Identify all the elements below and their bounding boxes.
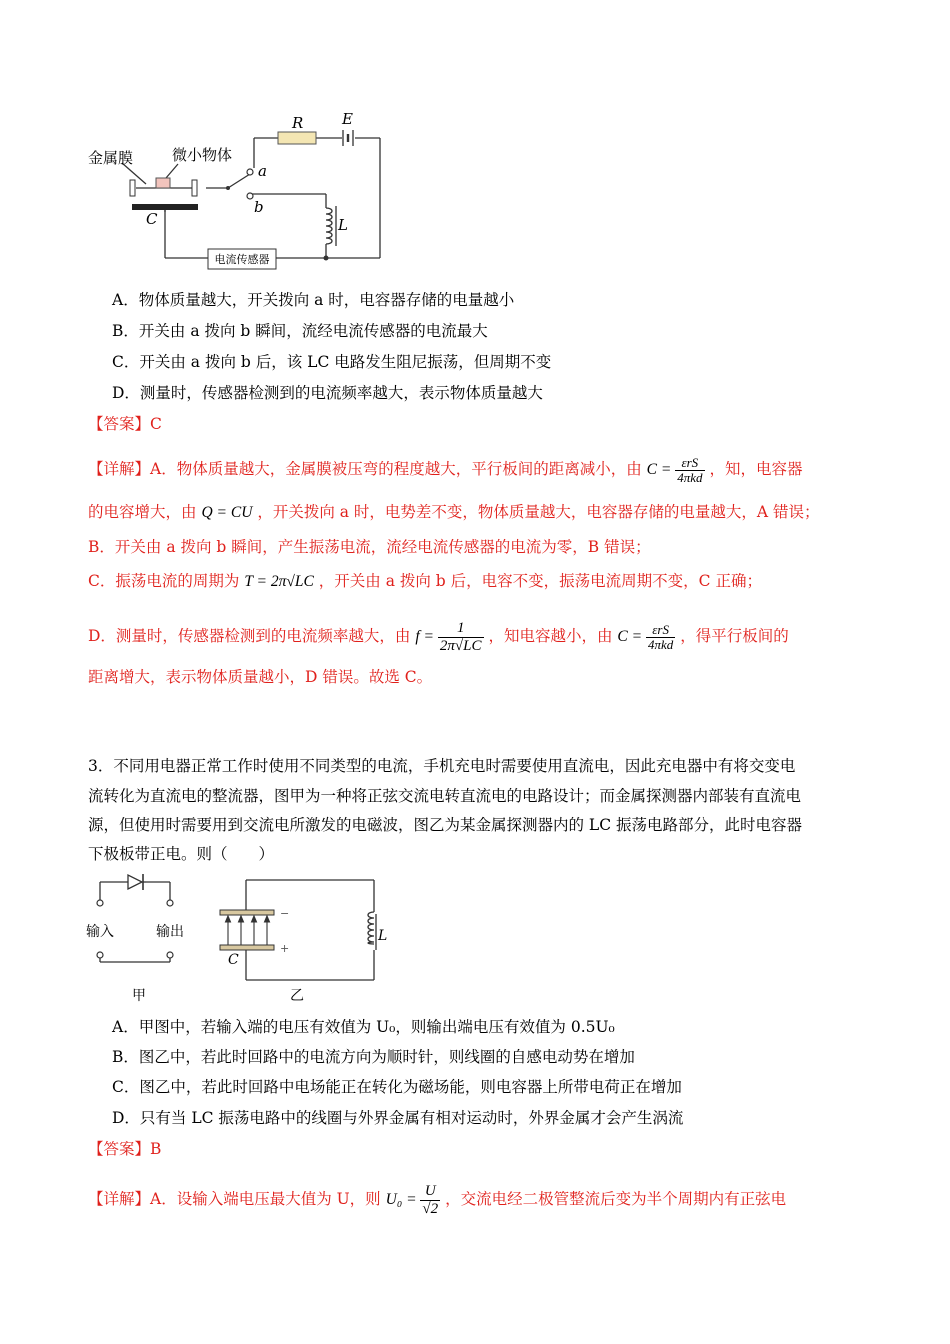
formula-numerator: εrS: [675, 456, 704, 471]
capacitor-sensor-circuit-diagram: [80, 108, 400, 278]
q2-detail-line-4: [88, 570, 762, 593]
q3-option-d: D．只有当 LC 振荡电路中的线圈与外界金属有相对运动时，外界金属才会产生涡流: [112, 1109, 684, 1127]
formula-denominator: 4πkd: [677, 470, 703, 485]
answer-value: C: [150, 415, 162, 433]
q3-stem-line-2: 流转化为直流电的整流器，图甲为一种将正弦交流电转直流电的电路设计；而金属探测器内部装有直流电: [88, 787, 802, 805]
formula-denominator: 2π√LC: [439, 638, 482, 654]
q2-detail-line-3: B．开关由 a 拨向 b 瞬间，产生振荡电流，流经电流传感器的电流为零，B 错误；: [88, 538, 651, 556]
q2-detail-line-1: [88, 456, 802, 485]
q3-detail-line-1: [88, 1183, 786, 1218]
capacitance-formula: [617, 622, 675, 652]
output-label: 输出: [156, 924, 184, 940]
detail-text: 【详解】A．设输入端电压最大值为 U，则: [88, 1190, 381, 1209]
q2-detail-line-6: 距离增大，表示物体质量越小，D 错误。故选 C。: [88, 668, 433, 686]
q2-option-a: A．物体质量越大，开关拨向 a 时，电容器存储的电量越小: [112, 291, 515, 309]
formula-numerator: U: [420, 1183, 440, 1201]
figure-yi-caption: 乙: [290, 988, 304, 1004]
detail-text: ，交流电经二极管整流后变为半个周期内有正弦电: [445, 1190, 787, 1209]
detail-text: ，得平行板间的: [680, 627, 789, 646]
q2-detail-line-5: [88, 620, 789, 655]
capacitor-label: C: [228, 952, 239, 968]
detail-text: C．振荡电流的周期为: [88, 572, 240, 590]
q2-option-c: C．开关由 a 拨向 b 后，该 LC 电路发生阻尼振荡，但周期不变: [112, 353, 552, 371]
formula-lhs: C =: [617, 628, 643, 646]
detail-text: D．测量时，传感器检测到的电流频率越大，由: [88, 627, 411, 646]
q3-option-b: B．图乙中，若此时回路中的电流方向为顺时针，则线圈的自感电动势在增加: [112, 1048, 635, 1066]
q2-option-d: D．测量时，传感器检测到的电流频率越大，表示物体质量越大: [112, 384, 543, 402]
capacitor-label: C: [146, 210, 158, 228]
inductor-label: L: [378, 928, 388, 944]
rectifier-circuit-diagram: [84, 870, 204, 1006]
q3-stem-line-1: 3．不同用电器正常工作时使用不同类型的电流，手机充电时需要使用直流电，因此充电器中有将交变电: [88, 757, 796, 775]
period-formula: T = 2π√LC: [244, 573, 314, 590]
battery-label: E: [342, 110, 353, 128]
answer-prefix: 【答案】: [88, 1140, 151, 1158]
lc-oscillation-circuit-diagram: [214, 870, 394, 1006]
answer-value: B: [150, 1140, 162, 1158]
formula-denominator: √2: [422, 1201, 439, 1217]
answer-prefix: 【答案】: [88, 415, 151, 433]
small-object-label: 微小物体: [172, 146, 233, 164]
current-sensor-label: 电流传感器: [214, 253, 270, 266]
inductor-label: L: [338, 216, 348, 234]
q2-answer: [88, 413, 162, 435]
effective-voltage-formula: [385, 1183, 441, 1217]
figure-jia-caption: 甲: [132, 988, 146, 1004]
terminal-b-label: b: [254, 198, 264, 216]
formula-lhs: C =: [646, 461, 672, 479]
metal-film-label: 金属膜: [88, 149, 134, 167]
input-label: 输入: [86, 924, 114, 940]
minus-sign: −: [280, 907, 290, 920]
formula-lhs: f =: [415, 628, 435, 646]
formula-numerator: 1: [438, 620, 484, 638]
formula-lhs: U₀ =: [385, 1191, 417, 1209]
detail-text: ，知电容越小，由: [488, 627, 613, 646]
formula-numerator: εrS: [646, 623, 675, 638]
capacitance-formula: [646, 455, 705, 485]
resistor-label: R: [292, 114, 304, 132]
q3-option-c: C．图乙中，若此时回路中电场能正在转化为磁场能，则电容器上所带电荷正在增加: [112, 1078, 682, 1096]
formula-denominator: 4πkd: [647, 637, 674, 652]
terminal-a-label: a: [258, 162, 267, 180]
q3-stem-line-4: 下极板带正电。则（ ）: [88, 845, 275, 863]
detail-text: 的电容增大，由: [88, 503, 197, 521]
detail-text: ，开关由 a 拨向 b 后，电容不变，振荡电流周期不变，C 正确；: [318, 572, 762, 590]
q3-answer: [88, 1138, 161, 1160]
q3-stem-line-3: 源，但使用时需要用到交流电所激发的电磁波，图乙为某金属探测器内的 LC 振荡电路部分，此时电容器: [88, 816, 803, 834]
q2-option-b: B．开关由 a 拨向 b 瞬间，流经电流传感器的电流最大: [112, 322, 488, 340]
q2-detail-line-2: [88, 501, 820, 524]
detail-text: ，开关拨向 a 时，电势差不变，物体质量越大，电容器存储的电量越大，A 错误；: [257, 503, 820, 521]
charge-formula: Q = CU: [201, 504, 253, 521]
plus-sign: +: [280, 942, 290, 955]
detail-text: ，知，电容器: [709, 460, 803, 479]
detail-text: 【详解】A．物体质量越大，金属膜被压弯的程度越大，平行板间的距离减小，由: [88, 460, 642, 479]
q3-option-a: A．甲图中，若输入端的电压有效值为 U₀，则输出端电压有效值为 0.5U₀: [112, 1018, 615, 1036]
